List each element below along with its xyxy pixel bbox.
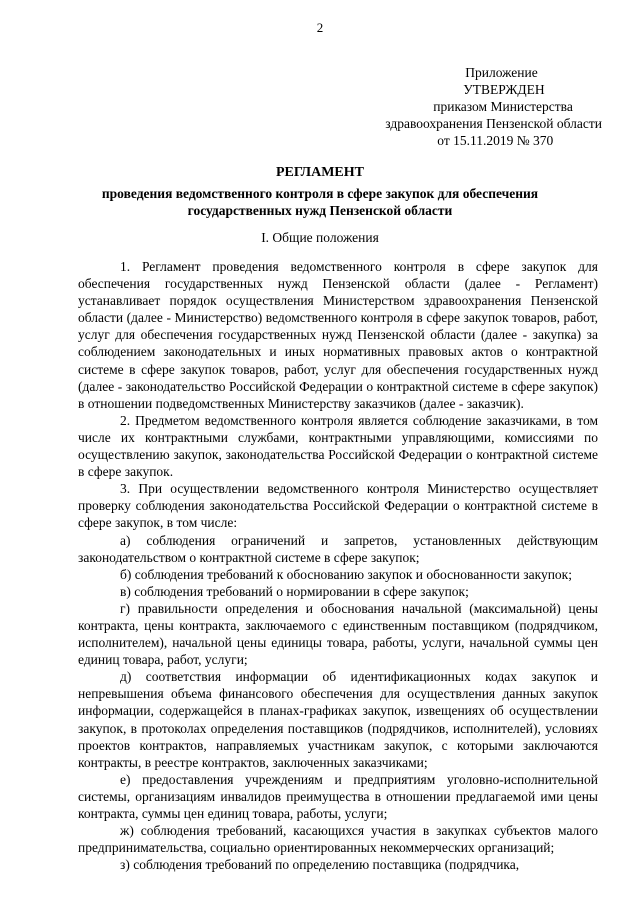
paragraph-1: 1. Регламент проведения ведомственного контроля в сфере закупок для обеспечения государственных нужд Пензенской области (далее - Регламент) устанавливает порядок осуществления Министерством здравоохранения Пензенской области (далее - Министерство) ведомственного контроля в сфере закупок товаров, работ, услуг для обеспечения государственных нужд Пензенской области (далее - закупка) за соблюдением законодательных и иных нормативных правовых актов о контрактной системе в сфере закупок товаров, работ, услуг для обеспечения государственных нужд (далее - законодательство Российской Федерации о контрактной системе в сфере закупок) в отношении подведомственных Министерству заказчиков (далее - заказчик).: [78, 259, 598, 411]
approval-line-appendix: Приложение: [465, 65, 538, 80]
document-body: [78, 258, 598, 873]
approval-line-approved: УТВЕРЖДЕН: [463, 82, 545, 97]
paragraph-3v: в) соблюдения требований о нормировании в сфере закупок;: [120, 583, 469, 599]
paragraph-3g: г) правильности определения и обоснования начальной (максимальной) цены контракта, цены контракта, заключаемого с единственным поставщиком (подрядчиком, исполнителем), начальной цены единицы товара, работы, услуги, начальной суммы цен единиц товара, работ, услуги;: [78, 600, 598, 668]
paragraph-3e: е) предоставления учреждениям и предприятиям уголовно-исполнительной системы, организациям инвалидов преимущества в отношении предлагаемой ими цены контракта, суммы цен единиц товара, работы, услуги;: [78, 771, 598, 821]
title-sub-line-1: проведения ведомственного контроля в сфере закупок для обеспечения: [101, 186, 539, 201]
paragraph-2: 2. Предметом ведомственного контроля является соблюдение заказчиками, в том числе их контрактными службами, контрактными управляющими, комиссиями по осуществлению закупок, законодательства Российской Федерации о контрактной системе в сфере закупок.: [78, 412, 598, 480]
approval-line-date-number: от 15.11.2019 № 370: [437, 133, 554, 148]
title-main: РЕГЛАМЕНТ: [275, 165, 364, 180]
title-sub-line-2: государственных нужд Пензенской области: [187, 203, 453, 218]
approval-line-order: приказом Министерства: [433, 99, 573, 114]
page-number: 2: [316, 20, 324, 35]
section-heading: I. Общие положения: [261, 230, 379, 245]
paragraph-3z: з) соблюдения требований по определению поставщика (подрядчика,: [120, 857, 520, 873]
paragraph-3b: б) соблюдения требований к обоснованию закупок и обоснованности закупок;: [120, 566, 572, 582]
approval-block: [385, 64, 602, 149]
document-title: [0, 164, 640, 219]
approval-line-ministry: здравоохранения Пензенской области: [385, 116, 602, 131]
paragraph-3d: д) соответствия информации об идентификационных кодах закупок и непревышения объема финансового обеспечения для осуществления данных закупок информации, содержащейся в планах-графиках закупок, извещениях об осуществлении закупок, в протоколах определения поставщиков (подрядчиков, исполнителей), условиях проектов контрактов, направляемых участникам закупок, с которыми заключаются контракты, в реестре контрактов, заключенных заказчиками;: [78, 669, 598, 770]
paragraph-3: 3. При осуществлении ведомственного контроля Министерство осуществляет проверку соблюдения законодательства Российской Федерации о контрактной системе в сфере закупок, в том числе:: [78, 481, 598, 531]
paragraph-3zh: ж) соблюдения требований, касающихся участия в закупках субъектов малого предпринимательства, социально ориентированных некоммерческих организаций;: [78, 823, 598, 856]
paragraph-3a: а) соблюдения ограничений и запретов, установленных действующим законодательством о контрактной системе в сфере закупок;: [78, 532, 598, 565]
